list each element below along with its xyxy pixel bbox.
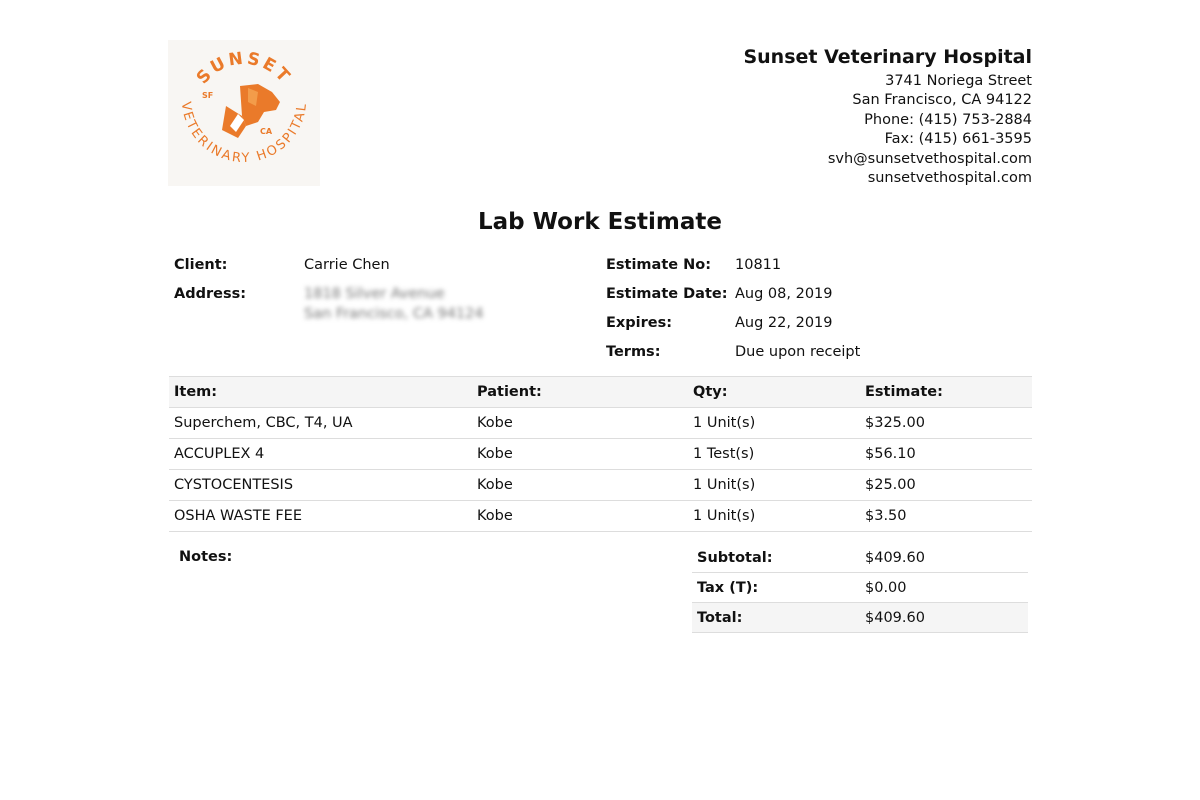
total-value: $409.60 <box>865 610 925 626</box>
hospital-email: svh@sunsetvethospital.com <box>827 150 1032 167</box>
tax-label: Tax (T): <box>697 580 759 596</box>
qty-cell: 1 Unit(s) <box>693 477 756 493</box>
svg-text:VETERINARY HOSPITAL: VETERINARY HOSPITAL <box>177 100 311 167</box>
patient-cell: Kobe <box>477 415 513 431</box>
qty-cell: 1 Unit(s) <box>693 508 756 524</box>
table-row <box>169 439 1032 470</box>
hospital-city: San Francisco, CA 94122 <box>852 92 1032 109</box>
hospital-fax: Fax: (415) 661-3595 <box>884 131 1032 148</box>
header-item: Item: <box>174 384 218 400</box>
hospital-phone: Phone: (415) 753-2884 <box>864 111 1032 128</box>
table-row <box>169 470 1032 501</box>
terms-value: Due upon receipt <box>735 344 861 360</box>
client-label: Client: <box>174 257 228 273</box>
subtotal-row <box>692 543 1028 573</box>
qty-cell: 1 Unit(s) <box>693 415 756 431</box>
svg-text:SF: SF <box>202 91 214 100</box>
totals-table <box>692 543 1028 633</box>
client-value: Carrie Chen <box>304 257 390 273</box>
svg-text:SUNSET: SUNSET <box>192 48 296 89</box>
table-header-row <box>169 376 1032 408</box>
hospital-street: 3741 Noriega Street <box>885 73 1032 89</box>
item-cell: OSHA WASTE FEE <box>174 508 303 524</box>
hospital-logo <box>168 40 320 186</box>
subtotal-value: $409.60 <box>865 550 925 566</box>
svg-text:CA: CA <box>260 127 273 136</box>
total-label: Total: <box>697 610 743 626</box>
item-cell: CYSTOCENTESIS <box>174 477 294 493</box>
tax-value: $0.00 <box>865 580 907 596</box>
hospital-info <box>743 44 1032 188</box>
qty-cell: 1 Test(s) <box>693 446 755 462</box>
item-cell: ACCUPLEX 4 <box>174 446 265 462</box>
tax-row <box>692 573 1028 603</box>
document-title: Lab Work Estimate <box>477 209 722 235</box>
hospital-name: Sunset Veterinary Hospital <box>743 46 1032 68</box>
header-qty: Qty: <box>693 384 728 400</box>
table-row <box>169 501 1032 532</box>
address-line-2: San Francisco, CA 94124 <box>304 306 484 322</box>
patient-cell: Kobe <box>477 446 513 462</box>
estimate-no-label: Estimate No: <box>606 257 712 273</box>
dog-head-logo-icon <box>168 40 320 186</box>
expires-label: Expires: <box>606 315 673 331</box>
terms-label: Terms: <box>606 344 661 360</box>
item-cell: Superchem, CBC, T4, UA <box>174 415 353 431</box>
estimate-cell: $325.00 <box>865 415 925 431</box>
estimate-date-value: Aug 08, 2019 <box>735 286 833 302</box>
header-patient: Patient: <box>477 384 542 400</box>
items-table <box>169 376 1032 532</box>
hospital-website: sunsetvethospital.com <box>867 170 1032 187</box>
total-row <box>692 603 1028 633</box>
header-estimate: Estimate: <box>865 384 943 400</box>
table-row <box>169 408 1032 439</box>
address-label: Address: <box>174 286 247 302</box>
notes-label: Notes: <box>179 549 233 565</box>
estimate-date-label: Estimate Date: <box>606 286 728 302</box>
estimate-cell: $3.50 <box>865 508 907 524</box>
address-line-1: 1818 Silver Avenue <box>304 286 445 302</box>
patient-cell: Kobe <box>477 508 513 524</box>
estimate-no-value: 10811 <box>735 257 782 273</box>
patient-cell: Kobe <box>477 477 513 493</box>
estimate-cell: $25.00 <box>865 477 916 493</box>
expires-value: Aug 22, 2019 <box>735 315 833 331</box>
estimate-cell: $56.10 <box>865 446 916 462</box>
subtotal-label: Subtotal: <box>697 550 773 566</box>
